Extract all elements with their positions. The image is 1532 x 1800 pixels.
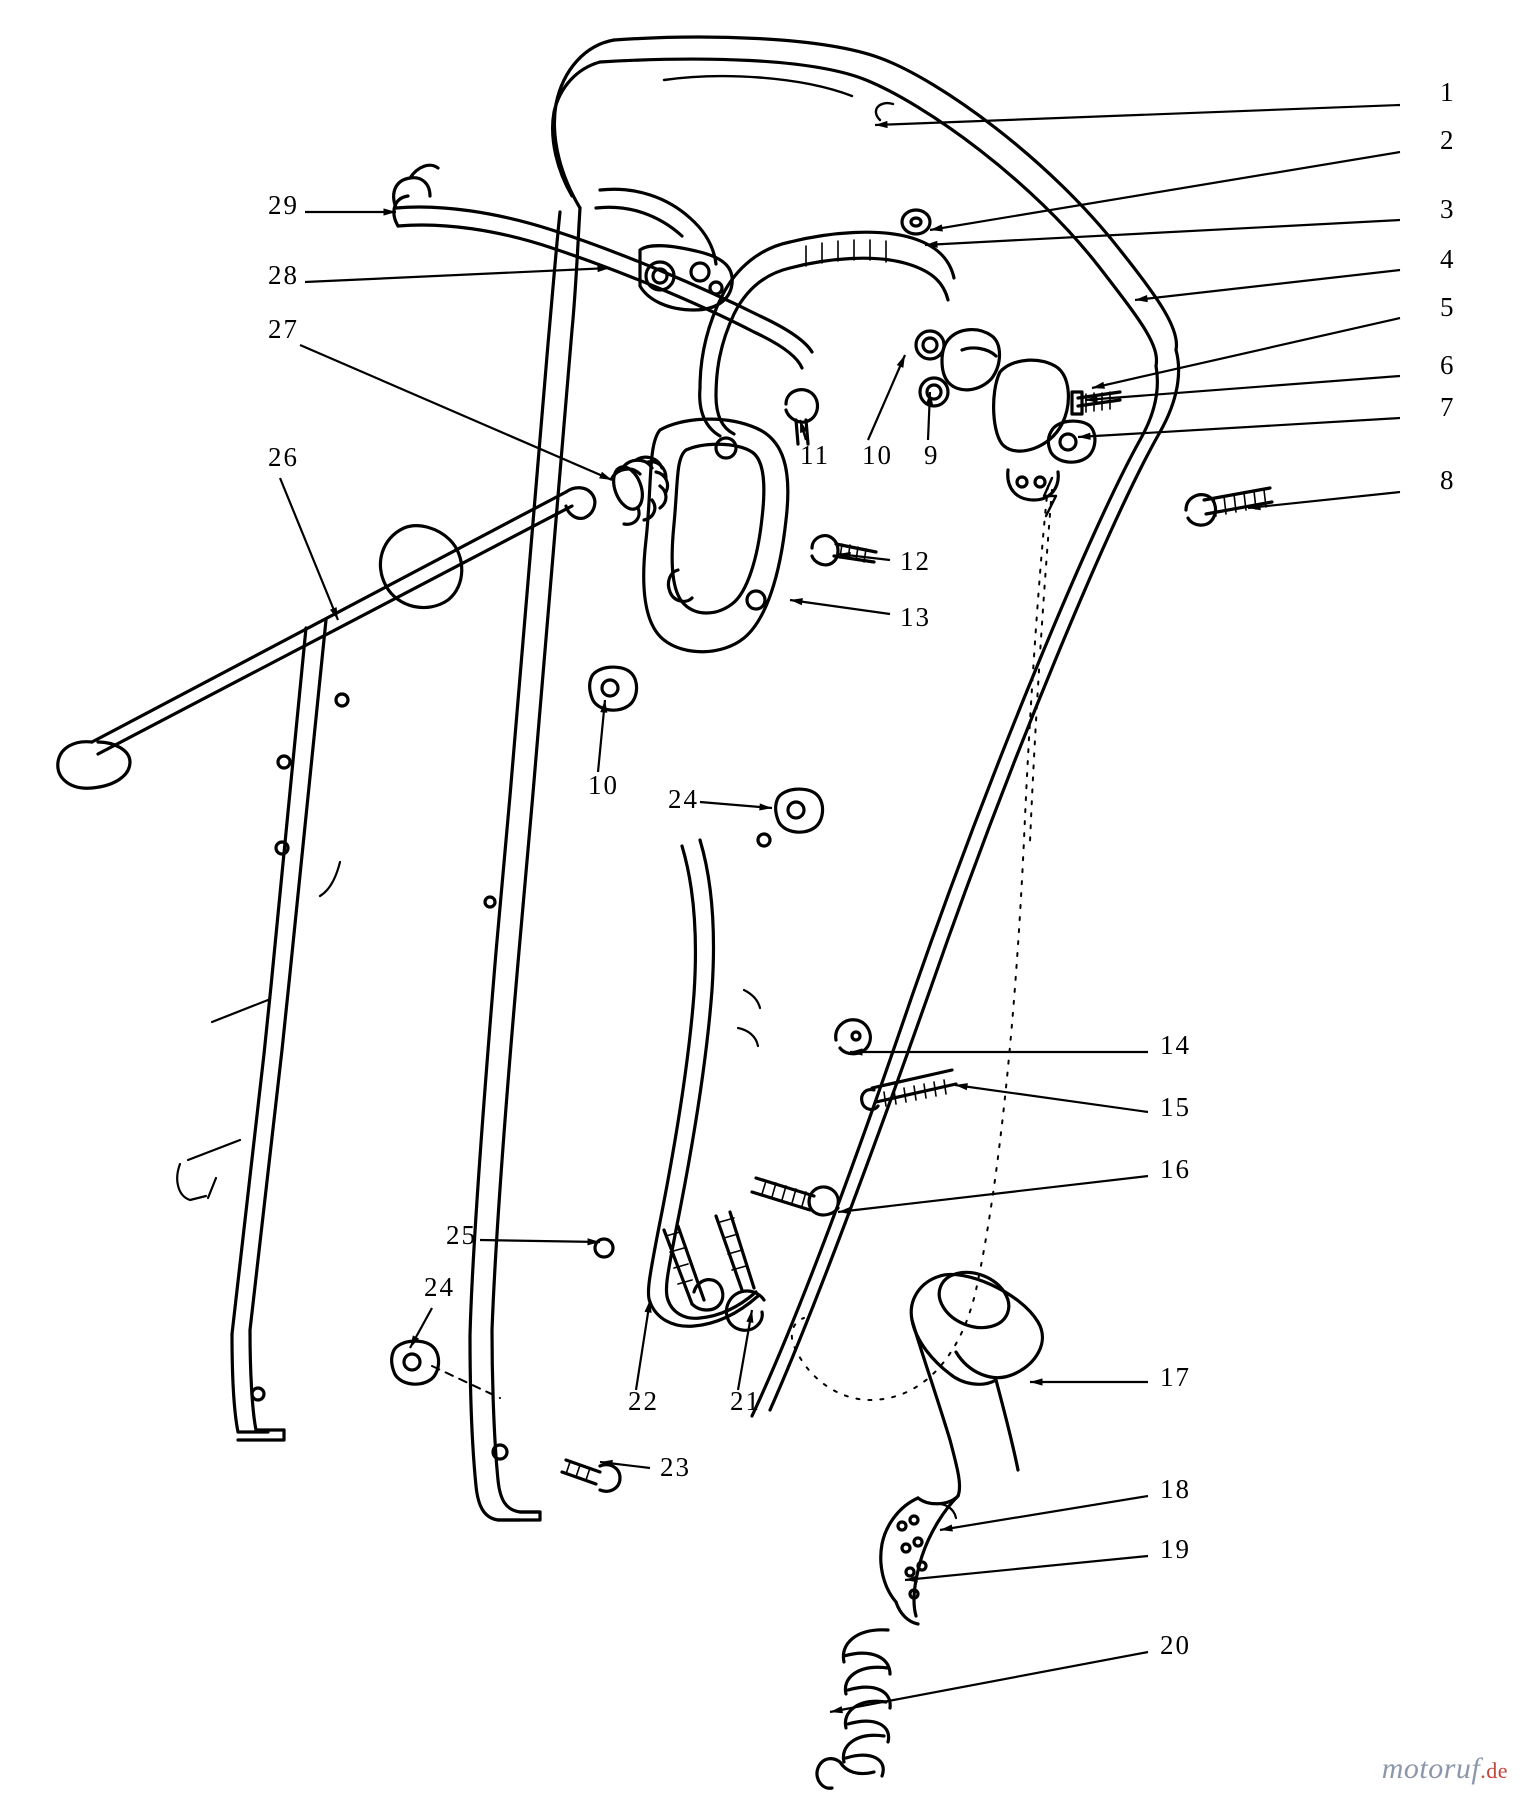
callout-arrow-5 — [1092, 382, 1105, 389]
callout-leader-15 — [955, 1085, 1148, 1112]
callout-number-25: 25 — [446, 1220, 477, 1250]
callout-number-17: 17 — [1160, 1362, 1191, 1392]
callout-number-19: 19 — [1160, 1534, 1191, 1564]
callout-number-21: 21 — [730, 1386, 761, 1416]
callout-leader-20 — [830, 1652, 1148, 1712]
callout-leader-5 — [1092, 318, 1400, 388]
callout-number-8: 8 — [1440, 465, 1456, 495]
callout-leader-16 — [838, 1176, 1148, 1212]
callout-arrow-10 — [897, 355, 905, 368]
callout-number-15: 15 — [1160, 1092, 1191, 1122]
callout-leader-2 — [930, 152, 1400, 230]
watermark-suffix: .de — [1480, 1758, 1508, 1783]
callout-number-10: 10 — [862, 440, 893, 470]
callout-leader-7 — [1078, 418, 1400, 437]
callout-number-14: 14 — [1160, 1030, 1191, 1060]
callout-number-6: 6 — [1440, 350, 1456, 380]
callout-number-28: 28 — [268, 260, 299, 290]
callout-number-26: 26 — [268, 442, 299, 472]
callout-arrow-20 — [830, 1706, 843, 1713]
callout-number-20: 20 — [1160, 1630, 1191, 1660]
callout-number-23: 23 — [660, 1452, 691, 1482]
callout-number-12: 12 — [900, 546, 931, 576]
callout-leader-18 — [940, 1496, 1148, 1530]
callout-number-27: 27 — [268, 314, 299, 344]
callout-arrow-26 — [330, 607, 338, 620]
callout-arrow-16 — [838, 1207, 851, 1214]
callout-number-7: 7 — [1440, 392, 1456, 422]
callout-leader-4 — [1135, 270, 1400, 300]
callout-number-11: 11 — [800, 440, 830, 470]
callout-leader-19 — [905, 1556, 1148, 1580]
callout-leader-13 — [790, 600, 890, 614]
callout-number-16: 16 — [1160, 1154, 1191, 1184]
watermark — [1382, 1752, 1508, 1786]
callout-number-29: 29 — [268, 190, 299, 220]
callout-number-22: 22 — [628, 1386, 659, 1416]
watermark-text: motoruf — [1381, 1752, 1481, 1785]
callout-arrow-27 — [599, 472, 612, 480]
callout-leader-10 — [868, 355, 905, 440]
callout-leader-22 — [636, 1300, 650, 1390]
callout-number-24b: 24 — [424, 1272, 455, 1302]
callout-leader-3 — [925, 220, 1400, 245]
callout-number-9: 9 — [924, 440, 940, 470]
callout-leader-8 — [1248, 492, 1400, 508]
callout-number-3: 3 — [1440, 194, 1456, 224]
callout-number-2: 2 — [1440, 125, 1456, 155]
callout-number-18: 18 — [1160, 1474, 1191, 1504]
callout-leader-26 — [280, 478, 338, 620]
callout-number-1: 1 — [1440, 77, 1456, 107]
callout-arrow-17 — [1030, 1378, 1042, 1385]
callout-number-10b: 10 — [588, 770, 619, 800]
callout-number-5: 5 — [1440, 292, 1456, 322]
callout-number-4: 4 — [1440, 244, 1456, 274]
callout-leader-28 — [305, 268, 610, 282]
callout-number-24: 24 — [668, 784, 699, 814]
callout-arrow-1 — [875, 121, 888, 128]
callout-number-13: 13 — [900, 602, 931, 632]
callout-leader-1 — [875, 105, 1400, 125]
callout-arrow-4 — [1135, 295, 1148, 302]
